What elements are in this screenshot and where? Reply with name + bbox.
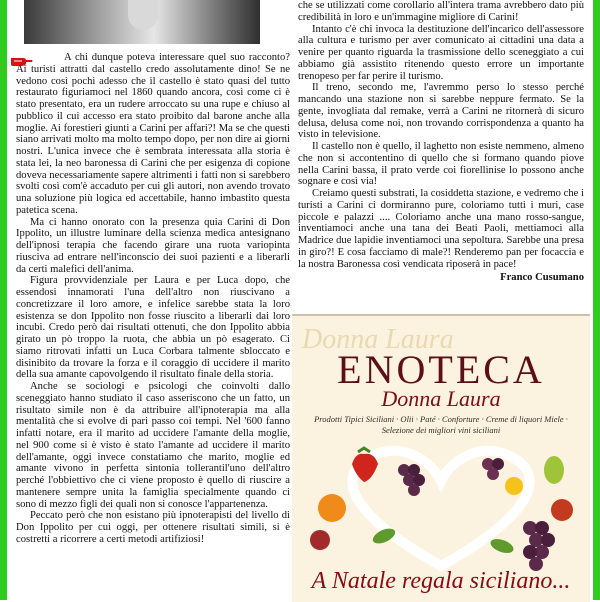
paragraph: Anche se sociologi e psicologi che coinvolti dallo sceneggiato hanno studiato il caso asseriscono che un fatto, un risultato simile non è da attribuire all'ipnoterapia ma alla mentalità che si evolve di pari passo coi tempi. Nel '600 fanno infatti notare, era il marito ad uccidere l'amante della moglie, nel 900 come si è visto è stato l'amante ad uccidere il marito dell'amante, oggi invece constatiamo che marito, moglie ed amante vivono in perfetta sintonia tollerantil'uno dell'altro perché l'obbiettivo che ci viene proposto è quello di riuscire a mantenere sempre unita la famiglia specialmente quando ci sono di mezzo figli dei quali non si conosce l'appartenenza. bbox=[16, 381, 290, 510]
grapes-icon-left bbox=[398, 464, 425, 496]
grapes-icon-right bbox=[523, 521, 555, 571]
ad-title: ENOTECA bbox=[337, 347, 545, 392]
article-left-body bbox=[16, 217, 290, 546]
fruit-heart-illustration bbox=[292, 436, 590, 576]
article-author: Franco Cusumano bbox=[500, 272, 584, 284]
pear-icon bbox=[544, 456, 564, 484]
ad-subtitle: Donna Laura bbox=[381, 386, 501, 411]
paragraph: Ma ci hanno onorato con la presenza quia Carini di Don Ippolito, un illustre luminare della scienza medica antesignano dell'ipnosi terapia che facendo girare una ruota variopinta riusciva ad entrare nell'inconscio dei suoi pazienti e a liberarli da certi malefici dell'anima. bbox=[16, 216, 290, 275]
ad-products: Prodotti Tipici Siciliani · Olii · Paté · Conforture · Creme di liquori Miele · Selezione dei migliori vini siciliani bbox=[314, 414, 568, 435]
article-first-paragraph bbox=[16, 52, 290, 217]
article-left-column bbox=[16, 0, 290, 545]
paragraph: che se utilizzati come corollario all'intera trama avrebbero dato più credibilità in loro e un'immagine migliore di Carini! bbox=[298, 0, 584, 23]
paragraph: Peccato però che non esistano più ipnoterapisti del livello di Don Ippolito per cui oggi, per ottenere risultati simili, si è costretti a ricorrere a certi metodi artifiziosi! bbox=[16, 510, 290, 545]
ad-watermark: Donna Laura bbox=[302, 324, 454, 355]
paragraph: Il treno, secondo me, l'avremmo perso lo stesso perché mancando una stazione non si sarebbe neppure fermato. Se la gente, invogliata dal remake, verrà a Carini ne ritornerà di sicuro delusa, delusa come noi, non trovando corrispondenza a quanto ha visto in televisione. bbox=[298, 82, 584, 141]
enoteca-advertisement bbox=[292, 314, 590, 602]
grapes-icon-center bbox=[482, 458, 504, 480]
green-frame-left bbox=[0, 0, 7, 600]
paragraph: Creiamo questi substrati, la cosiddetta stazione, e vedremo che i turisti a Carini ci dormiranno pure, coloriamo tutti i muri, case piccole e palazzi .... Coloriamo anche una mano rosso-sangue, inventiamoci anche una tana dei Beati Paoli, mettiamoci alla Madrice due lapidie inventiamoci una sepoltura. Sarebbe una presa in giro?! E cosa facciamo di male?! Renderemo pan per focaccia e la nostra Baronessa così vendicata riposerà in pace! bbox=[298, 188, 584, 270]
ad-slogan: A Natale regala siciliano... bbox=[311, 568, 571, 594]
green-frame-right bbox=[593, 0, 600, 600]
paragraph: Figura provvidenziale per Laura e per Luca dopo, che essendosi innamorati l'una dell'altro non riuscivano a concretizzare il loro amore, e infelice sarebbe stata la loro esistenza se don Ippolito non fosse riuscito a liberarli dai loro incubi. Credo però dai risultati ottenuti, che don Ippolito abbia girato un pò troppo la ruota, che abbia un pò esagerato. Ci siamo ritrovati infatti un Luca Corbara talmente sbloccato e disinibito da trovare la forza e il coraggio di uccidere il marito della sua amante capovolgendo il risultato finale della storia. bbox=[16, 275, 290, 381]
paragraph: Il castello non è quello, il laghetto non esiste nemmeno, almeno che non si accontentino di quello che si formano quando piove nella Carini bassa, il prato verde coi fiorellinise lo possono anche sognare e così via! bbox=[298, 141, 584, 188]
paragraph: Intanto c'è chi invoca la destituzione dell'incarico dell'assessore alla cultura e turismo per aver comunicato ai cittadini una data a venire per quanto riguarda la trasmissione dello sceneggiato a cui abbiamo già assistito ritenendo questo errore un importante trenopeso per far perire il turismo. bbox=[298, 23, 584, 82]
paragraph: A chi dunque poteva interessare quel suo racconto? Ai turisti attratti dal castello credo assolutamente dino! Se ne vedono così pochi adesso che il castello è stato quasi del tutto restaurato figuriamoci nel 1860 quando ancora, così come ci è stato presentato, era un rudere arroccato su una rupe e chiuso al pubblico il cui accesso era stato proibito dal barone anche alla moglie. Ai forestieri giunti a Carini per affari?! Ma se che questi siano arrivati molto ma molto tempo dopo, per non dire ai giorni nostri. L'unica invece che è sembrata interessata alla storia è stata lei, la neo baronessa di Carini che per esigenza di copione doveva necessariamente sapere altrimenti i fatti non si sarebbero svolti così com'è accaduto per cui gli autori, non avendo trovato una soluzione più logica ed accettabile, hanno imbastito questa patetica scena. bbox=[16, 52, 290, 216]
article-right-column bbox=[298, 0, 584, 284]
